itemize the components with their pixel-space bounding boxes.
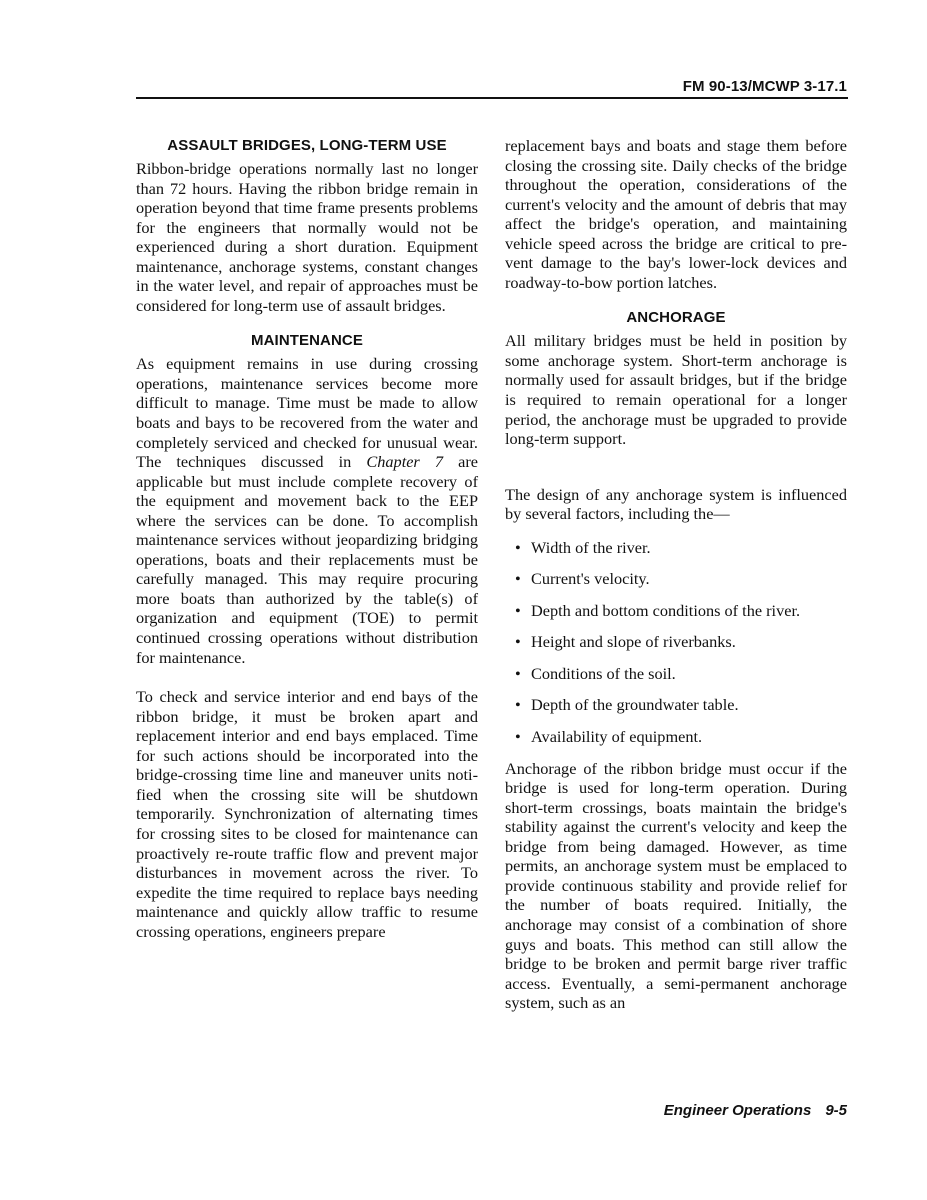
list-item: • Conditions of the soil. — [515, 663, 676, 683]
bullet-icon: • — [515, 537, 521, 557]
list-item: • Height and slope of riverbanks. — [515, 632, 736, 652]
list-item: • Depth of the groundwater table. — [515, 695, 739, 715]
heading-assault-bridges-long-term-use: ASSAULT BRIDGES, LONG-TERM USE — [167, 137, 447, 154]
list-item: • Availability of equipment. — [515, 727, 703, 747]
header-rule — [136, 97, 848, 99]
paragraph-anchorage-1: All military bridges must be held in position by some anchorage system. Short-term anchorage is normally used for assault bridges, but if the bridge is required to remain operational for a longer period, the anchorage must be upgraded to provide long-term support. — [505, 331, 847, 449]
paragraph-continued: replacement bays and boats and stage them before closing the crossing site. Daily checks of the bridge throughout the operation, considerations of the current's velocity and the amount of debris that may affect the bridge's operation, and maintaining vehicle speed across the bridge are critical to prevent damage to the bay's lower-lock devices and roadway-to-bow portion latches. — [505, 136, 847, 292]
chapter-title: Engineer Operations — [663, 1102, 812, 1119]
document-identifier: FM 90-13/MCWP 3-17.1 — [682, 78, 847, 95]
anchorage-factors-list — [505, 538, 847, 747]
bullet-icon: • — [515, 600, 521, 620]
bullet-icon: • — [515, 569, 521, 589]
bullet-icon: • — [515, 695, 521, 715]
page-number: 9-5 — [825, 1102, 847, 1119]
paragraph-assault-bridges: Ribbon-bridge operations normally last no longer than 72 hours. Having the ribbon bridge remain in operation beyond that time frame presents problems for the engineers that normally would not be experienced during a short duration. Equipment maintenance, anchorage systems, constant changes in the water level, and repair of approaches must be considered for long-term use of assault bridges. — [136, 159, 478, 315]
list-item: • Width of the river. — [515, 537, 651, 557]
page-footer — [664, 1102, 847, 1119]
heading-maintenance: MAINTENANCE — [251, 332, 363, 350]
paragraph-text: are applicable but must include complete recovery of the equipment and movement back to the EEP where the services can be done. To accomplish maintenance services without jeopardizing bridging operations, boats and their replacements must be carefully managed. This may require procuring more boats than authorized by the table(s) of organization and equipment (TOE) to permit continued crossing operations without distribution for maintenance. — [136, 452, 478, 667]
chapter-reference: Chapter 7 — [366, 452, 444, 472]
bullet-icon: • — [515, 727, 521, 747]
heading-anchorage: ANCHORAGE — [626, 309, 726, 327]
paragraph-maintenance-2: To check and service interior and end bays of the ribbon bridge, it must be broken apart and replacement interior and end bays emplaced. Time for such actions should be incorporated into the bridge-crossing time line and maneuver units notified when the crossing site will be shutdown temporarily. Synchronization of alternating times for crossing sites to be closed for maintenance can proactively re-route traffic flow and prevent major disturbances in movement across the river. To expedite the time required to replace bays needing maintenance and quickly allow traffic to resume crossing operations, engineers prepare — [136, 687, 478, 941]
list-item: • Current's velocity. — [515, 569, 650, 589]
right-column — [505, 136, 847, 1013]
paragraph-anchorage-2: The design of any anchorage system is influenced by several factors, including the— — [505, 484, 847, 524]
paragraph-maintenance-1 — [136, 354, 478, 667]
bullet-icon: • — [515, 663, 521, 683]
list-item: • Depth and bottom conditions of the river. — [515, 600, 801, 620]
left-column — [136, 136, 478, 941]
paragraph-anchorage-3: Anchorage of the ribbon bridge must occur if the bridge is used for long-term operation. During short-term crossings, boats maintain the bridge's stability against the current's velocity and keep the bridge from being damaged. However, as time permits, an anchorage system must be emplaced to provide continuous stability and provide relief for the number of boats required. Initially, the anchorage may consist of a combination of shore guys and boats. This method can still allow the bridge to be broken and permit barge river traffic access. Eventually, a semi-permanent anchorage system, such as an — [505, 758, 847, 1013]
bullet-icon: • — [515, 632, 521, 652]
paragraph-text: As equipment remains in use during crossing operations, maintenance services become more difficult to manage. Time must be made to allow boats and bays to be recovered from the water and completely serviced and checked for unusual wear. The techniques discussed in — [136, 354, 478, 472]
